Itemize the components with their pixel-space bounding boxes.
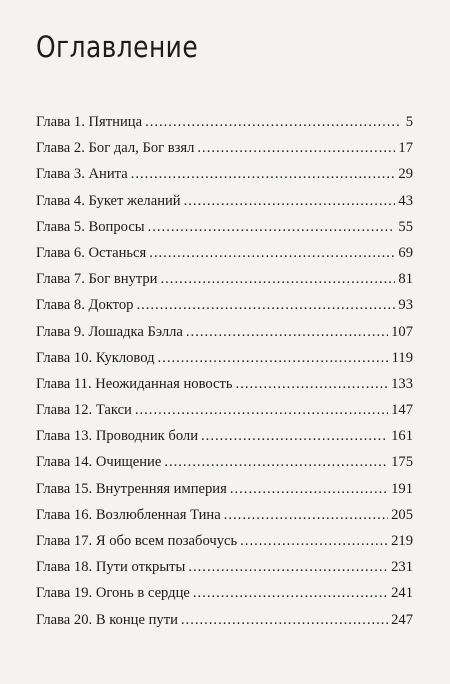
toc-entry-label: Глава 8. Доктор [36,297,134,314]
toc-entry-page: 43 [398,192,413,209]
toc-entry [36,166,413,192]
dot-leader [236,376,389,393]
toc-entry-label: Глава 7. Бог внутри [36,271,158,288]
toc-entry-label: Глава 13. Проводник боли [36,428,199,445]
toc-entry-page: 119 [391,349,413,366]
dot-leader [135,402,388,419]
dot-leader [193,585,388,602]
toc-entry [36,454,413,480]
toc-entry [36,297,413,323]
toc-entry-page: 147 [391,402,413,419]
toc-entry-label: Глава 14. Очищение [36,454,162,471]
toc-entry [36,559,413,585]
toc-entry-label: Глава 3. Анита [36,166,128,183]
dot-leader [136,297,395,314]
dot-leader [149,245,395,262]
toc-entry-page: 107 [391,323,413,340]
table-of-contents [36,114,413,638]
dot-leader [224,507,388,524]
toc-entry-label: Глава 12. Такси [36,402,132,419]
toc-entry-label: Глава 5. Вопросы [36,218,145,235]
toc-entry-page: 5 [405,114,413,130]
toc-entry-label: Глава 2. Бог дал, Бог взял [36,140,195,157]
toc-entry-label: Глава 18. Пути открыты [36,559,186,576]
dot-leader [188,559,388,576]
toc-entry-label: Глава 11. Неожиданная новость [36,375,233,392]
toc-entry [36,481,413,507]
toc-entry [36,193,413,219]
toc-entry-page: 69 [398,244,413,261]
toc-entry [36,219,413,245]
dot-leader [230,481,388,498]
toc-entry-page: 93 [398,297,413,314]
toc-entry-page: 55 [398,218,413,235]
toc-entry-label: Глава 19. Огонь в сердце [36,585,190,602]
toc-entry [36,402,413,428]
toc-entry-label: Глава 16. Возлюбленная Тина [36,506,221,523]
dot-leader [181,612,388,629]
dot-leader [240,533,388,550]
dot-leader [158,350,389,367]
toc-entry [36,585,413,611]
toc-entry-page: 247 [391,611,413,628]
toc-entry-label: Глава 17. Я обо всем позабочусь [36,533,238,549]
toc-entry-page: 17 [398,140,413,157]
dot-leader [184,193,396,210]
toc-entry [36,350,413,376]
toc-entry [36,114,413,140]
toc-entry-page: 219 [391,533,413,549]
dot-leader [197,140,395,157]
toc-entry-page: 81 [398,271,413,288]
toc-entry-label: Глава 20. В конце пути [36,611,178,628]
toc-entry [36,271,413,297]
toc-entry-label: Глава 1. Пятница [36,114,143,130]
dot-leader [186,324,388,341]
toc-entry-page: 133 [391,375,413,392]
toc-entry-page: 29 [398,166,413,183]
toc-entry [36,428,413,454]
dot-leader [131,166,396,183]
toc-entry [36,507,413,533]
toc-entry [36,140,413,166]
toc-entry [36,324,413,350]
toc-entry [36,245,413,271]
dot-leader [161,271,396,288]
toc-entry-page: 241 [391,585,413,602]
dot-leader [201,428,388,445]
toc-entry [36,612,413,638]
page-title: Оглавление [36,30,199,64]
toc-entry-label: Глава 15. Внутренняя империя [36,480,227,497]
dot-leader [164,454,388,471]
toc-entry-page: 231 [391,559,413,576]
toc-entry-label: Глава 9. Лошадка Бэлла [36,323,183,340]
dot-leader [145,114,400,131]
toc-entry-page: 205 [391,506,413,523]
toc-entry [36,376,413,402]
toc-entry-label: Глава 4. Букет желаний [36,192,181,209]
toc-entry-page: 161 [391,428,413,445]
toc-entry-page: 191 [391,480,413,497]
toc-entry [36,533,413,559]
toc-entry-label: Глава 10. Кукловод [36,349,155,366]
dot-leader [148,219,396,236]
toc-entry-page: 175 [391,454,413,471]
toc-entry-label: Глава 6. Останься [36,244,147,261]
